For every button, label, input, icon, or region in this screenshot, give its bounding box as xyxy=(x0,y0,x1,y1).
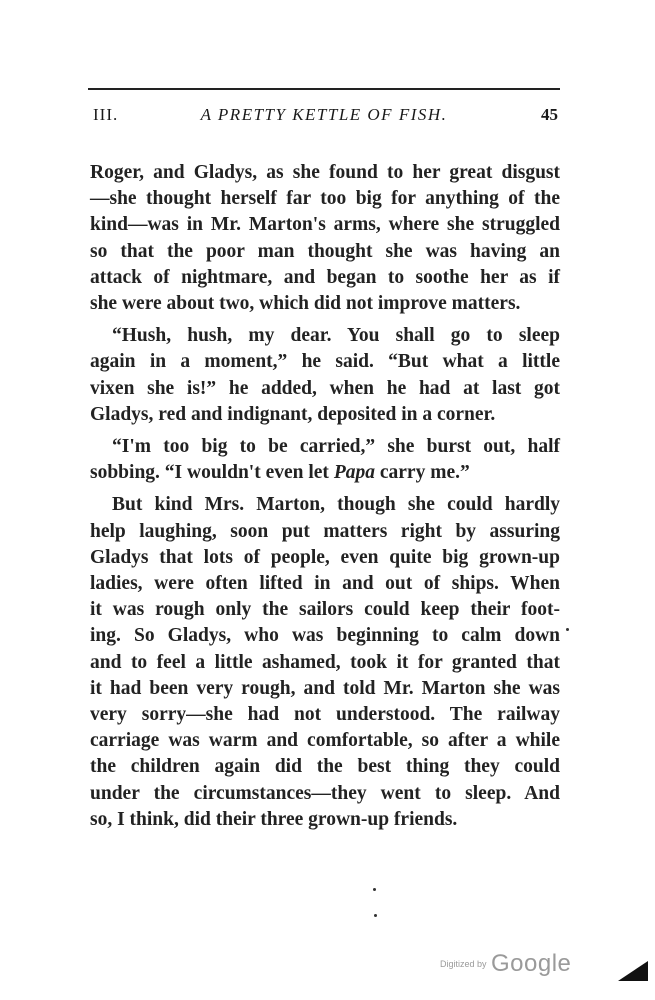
text-line: attack of nightmare, and began to soothe her as if xyxy=(90,266,560,288)
body-text xyxy=(90,160,560,833)
text-line: it had been very rough, and told Mr. Marton she was xyxy=(90,677,560,699)
ink-speck xyxy=(374,914,377,917)
header-rule xyxy=(88,88,560,90)
text-line: so that the poor man thought she was having an xyxy=(90,240,560,262)
text-line: the children again did the best thing they could xyxy=(90,756,560,778)
paragraph xyxy=(90,492,560,833)
paragraph xyxy=(90,160,560,317)
text-line: help laughing, soon put matters right by assuring xyxy=(90,520,560,542)
page-number: 45 xyxy=(541,105,558,124)
paragraph xyxy=(90,323,560,428)
ink-speck xyxy=(566,628,569,631)
text-line: —she thought herself far too big for anything of the xyxy=(90,188,560,210)
text-line: Roger, and Gladys, as she found to her great disgust xyxy=(90,162,560,183)
text-line: and to feel a little ashamed, took it for granted that xyxy=(90,651,560,673)
text-line: ing. So Gladys, who was beginning to calm down xyxy=(90,625,560,647)
running-title: A PRETTY KETTLE OF FISH. xyxy=(200,105,448,124)
text-line: carriage was warm and comfortable, so after a while xyxy=(90,730,560,752)
watermark-prefix: Digitized by xyxy=(440,959,487,969)
text-line: “I'm too big to be carried,” she burst out, half xyxy=(112,436,560,458)
text-line: very sorry—she had not understood. The railway xyxy=(90,704,560,726)
text-line: so, I think, did their three grown-up friends. xyxy=(90,808,458,830)
text-line: sobbing. “I wouldn't even let Papa carry me.” xyxy=(90,462,470,484)
ink-speck xyxy=(373,888,376,891)
text-line: ladies, were often lifted in and out of ships. When xyxy=(90,573,560,595)
text-line: vixen she is!” he added, when he had at last got xyxy=(90,377,560,399)
text-line: it was rough only the sailors could keep their foot- xyxy=(90,599,560,621)
text-line: Gladys that lots of people, even quite big grown-up xyxy=(90,546,560,568)
paragraph xyxy=(90,434,560,486)
text-line: “Hush, hush, my dear. You shall go to sleep xyxy=(112,325,560,347)
text-line: But kind Mrs. Marton, though she could hardly xyxy=(112,494,560,516)
text-line: Gladys, red and indignant, deposited in a corner. xyxy=(90,403,496,425)
watermark-brand: Google xyxy=(490,950,572,977)
text-line: she were about two, which did not improve matters. xyxy=(90,293,521,315)
text-line: kind—was in Mr. Marton's arms, where she struggled xyxy=(90,214,560,236)
page-corner-icon xyxy=(618,955,648,985)
chapter-number: III. xyxy=(93,105,119,124)
text-line: again in a moment,” he said. “But what a little xyxy=(90,351,560,373)
text-line: under the circumstances—they went to sleep. And xyxy=(90,782,560,804)
digitized-watermark xyxy=(440,950,571,978)
running-header xyxy=(88,105,560,129)
